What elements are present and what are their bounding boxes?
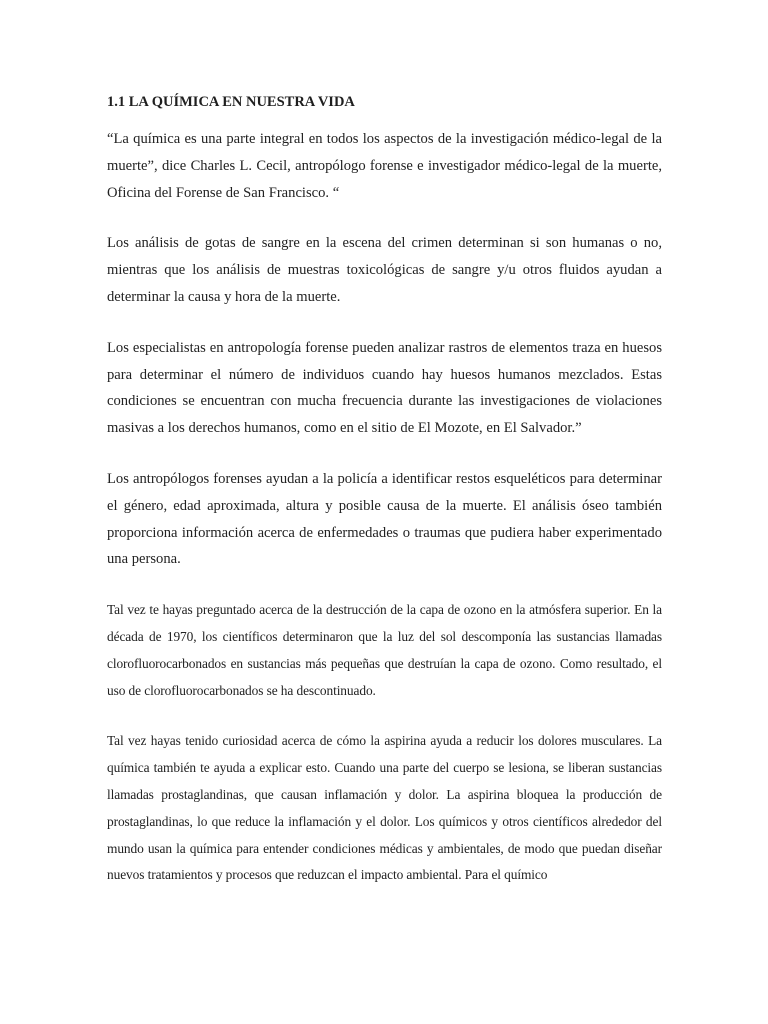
paragraph-blood-analysis: Los análisis de gotas de sangre en la escena del crimen determinan si son humanas o no, mientras que los análisis de muestras toxicológicas de sangre y/u otros fluidos ayudan a determinar la causa y hora de la muerte. (107, 235, 662, 305)
document-body (107, 92, 662, 889)
paragraph-ozone-layer: Tal vez te hayas preguntado acerca de la destrucción de la capa de ozono en la atmósfera superior. En la década de 1970, los científicos determinaron que la luz del sol descomponía las sustancias llamadas clorofluorocarbonados en sustancias más pequeñas que destruían la capa de ozono. Como resultado, el uso de clorofluorocarbonados se ha descontinuado. (107, 602, 662, 698)
paragraph-forensic-anthropology: Los especialistas en antropología forense pueden analizar rastros de elementos traza en huesos para determinar el número de individuos cuando hay huesos humanos mezclados. Estas condiciones se encuentran con mucha frecuencia durante las investigaciones de violaciones masivas a los derechos humanos, como en el sitio de El Mozote, en El Salvador.” (107, 339, 662, 437)
paragraph-cecil-quote: “La química es una parte integral en todos los aspectos de la investigación médico-legal de la muerte”, dice Charles L. Cecil, antropólogo forense e investigador médico-legal de la muerte, Oficina del Forense de San Francisco. “ (107, 131, 662, 201)
paragraph-aspirin: Tal vez hayas tenido curiosidad acerca de cómo la aspirina ayuda a reducir los dolores musculares. La química también te ayuda a explicar esto. Cuando una parte del cuerpo se lesiona, se liberan sustancias llamadas prostaglandinas, que causan inflamación y dolor. La aspirina bloquea la producción de prostaglandinas, lo que reduce la inflamación y el dolor. Los químicos y otros científicos alrededor del mundo usan la química para entender condiciones médicas y ambientales, de modo que puedan diseñar nuevos tratamientos y procesos que reduzcan el impacto ambiental. Para el químico (107, 733, 662, 883)
section-heading: 1.1 LA QUÍMICA EN NUESTRA VIDA (107, 94, 355, 110)
paragraph-skeletal-remains: Los antropólogos forenses ayudan a la policía a identificar restos esqueléticos para determinar el género, edad aproximada, altura y posible causa de la muerte. El análisis óseo también proporciona información acerca de enfermedades o traumas que pudiera haber experimentado una persona. (107, 470, 662, 568)
